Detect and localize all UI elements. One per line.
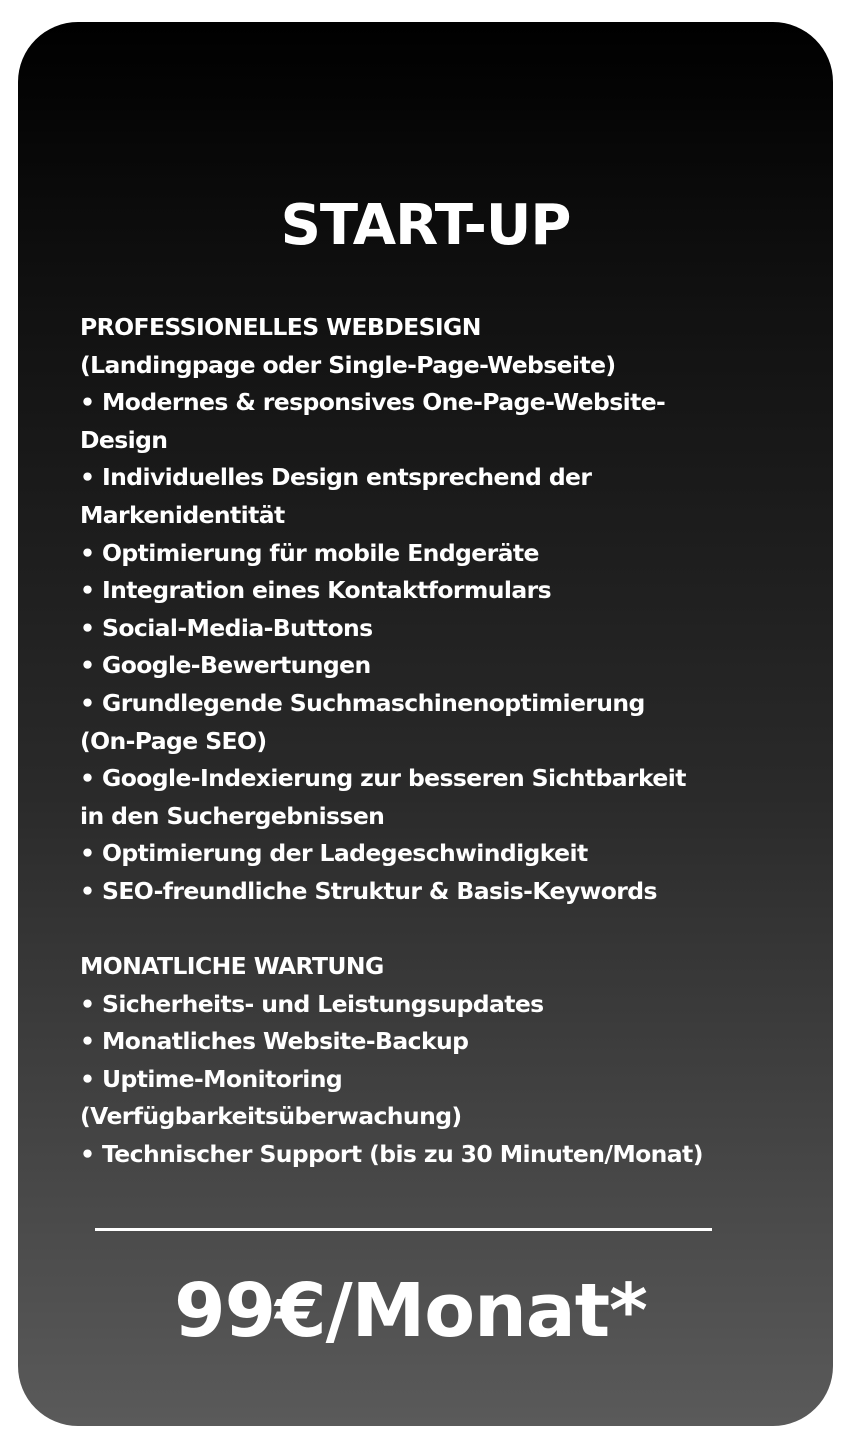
plan-title: START-UP xyxy=(280,193,571,258)
feature-line: in den Suchergebnissen xyxy=(80,801,385,830)
section-heading-webdesign: PROFESSIONELLES WEBDESIGN xyxy=(80,313,481,341)
feature-line: Design xyxy=(80,425,168,454)
feature-list xyxy=(80,309,815,1174)
feature-line: • Grundlegende Suchmaschinenoptimierung xyxy=(80,688,645,717)
feature-line: • Google-Bewertungen xyxy=(80,651,371,680)
section-heading-maintenance: MONATLICHE WARTUNG xyxy=(80,952,384,981)
feature-line: • Optimierung der Ladegeschwindigkeit xyxy=(80,839,588,868)
feature-line: • Uptime-Monitoring xyxy=(80,1064,343,1093)
price-divider xyxy=(95,1228,712,1231)
feature-line: • Social-Media-Buttons xyxy=(80,613,373,642)
plan-price: 99€/Monat* xyxy=(174,1268,647,1354)
feature-line: (Verfügbarkeitsüberwachung) xyxy=(80,1102,462,1131)
feature-line: • SEO-freundliche Struktur & Basis-Keywords xyxy=(80,876,657,905)
feature-line: • Sicherheits- und Leistungsupdates xyxy=(80,989,544,1018)
feature-line: • Technischer Support (bis zu 30 Minuten/Monat) xyxy=(80,1140,703,1169)
section-spacer xyxy=(80,911,815,949)
feature-line: • Monatliches Website-Backup xyxy=(80,1027,469,1056)
feature-line: Markenidentität xyxy=(80,500,285,529)
feature-line: (On-Page SEO) xyxy=(80,726,267,755)
feature-line: • Integration eines Kontaktformulars xyxy=(80,576,551,605)
feature-line: • Optimierung für mobile Endgeräte xyxy=(80,538,539,567)
pricing-card xyxy=(18,22,833,1426)
feature-line: • Individuelles Design entsprechend der xyxy=(80,463,592,492)
feature-line: (Landingpage oder Single-Page-Webseite) xyxy=(80,350,616,379)
feature-line: • Google-Indexierung zur besseren Sichtbarkeit xyxy=(80,764,686,793)
feature-line: • Modernes & responsives One-Page-Website- xyxy=(80,388,666,417)
